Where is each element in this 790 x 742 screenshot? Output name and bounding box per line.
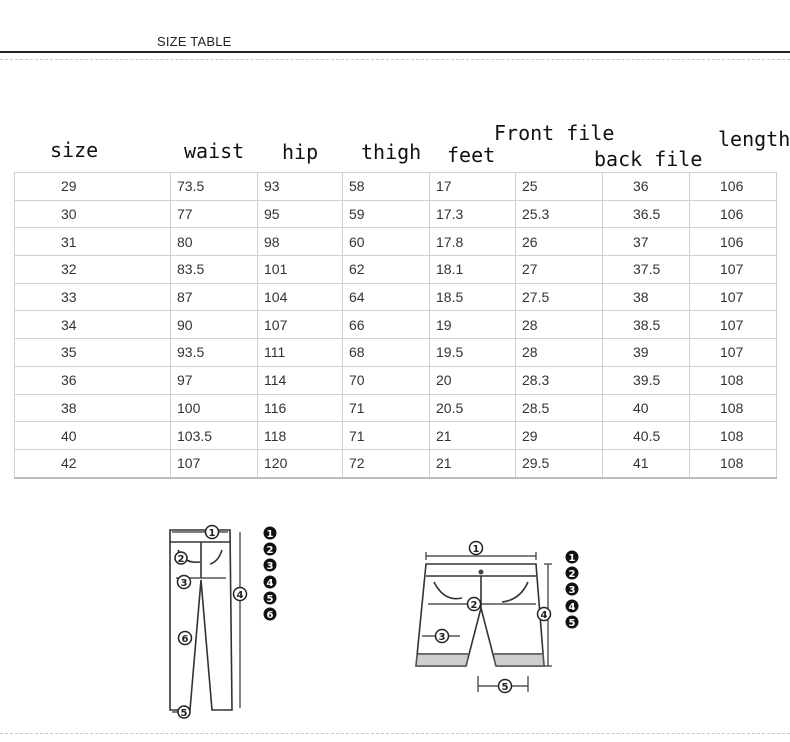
pants-marker-4: 4 <box>236 590 244 601</box>
header-rule <box>0 51 790 53</box>
table-cell: 62 <box>343 256 430 284</box>
table-cell: 29.5 <box>516 449 603 477</box>
pants-legend-1: 1 <box>266 529 274 540</box>
table-cell: 73.5 <box>171 173 258 201</box>
table-cell: 30 <box>15 200 171 228</box>
table-cell: 106 <box>690 228 777 256</box>
shorts-marker-5: 5 <box>501 682 509 693</box>
table-cell: 21 <box>430 422 516 450</box>
header-waist: waist <box>184 139 245 163</box>
dashed-divider-top <box>0 59 790 60</box>
shorts-legend-5: 5 <box>568 618 576 629</box>
table-cell: 25 <box>516 173 603 201</box>
header-thigh: thigh <box>361 140 422 164</box>
table-cell: 20.5 <box>430 394 516 422</box>
table-cell: 17 <box>430 173 516 201</box>
table-cell: 33 <box>15 283 171 311</box>
table-cell: 20 <box>430 366 516 394</box>
table-cell: 111 <box>258 339 343 367</box>
table-cell: 39 <box>603 339 690 367</box>
table-cell: 38 <box>15 394 171 422</box>
table-cell: 97 <box>171 366 258 394</box>
table-cell: 100 <box>171 394 258 422</box>
shorts-marker-1: 1 <box>472 544 480 555</box>
table-cell: 18.5 <box>430 283 516 311</box>
shorts-legend-4: 4 <box>568 602 576 613</box>
table-cell: 28 <box>516 339 603 367</box>
table-cell: 108 <box>690 394 777 422</box>
table-cell: 25.3 <box>516 200 603 228</box>
shorts-legend <box>564 550 580 634</box>
table-cell: 38 <box>603 283 690 311</box>
table-row <box>15 311 777 339</box>
table-cell: 28.3 <box>516 366 603 394</box>
table-cell: 37.5 <box>603 256 690 284</box>
shorts-legend-1: 1 <box>568 553 576 564</box>
table-cell: 19 <box>430 311 516 339</box>
table-cell: 26 <box>516 228 603 256</box>
table-cell: 32 <box>15 256 171 284</box>
pants-legend-6: 6 <box>266 610 274 621</box>
table-cell: 38.5 <box>603 311 690 339</box>
table-cell: 64 <box>343 283 430 311</box>
table-cell: 71 <box>343 422 430 450</box>
table-cell: 107 <box>690 311 777 339</box>
table-cell: 108 <box>690 449 777 477</box>
pants-diagram <box>160 520 260 725</box>
table-cell: 87 <box>171 283 258 311</box>
table-cell: 58 <box>343 173 430 201</box>
table-row <box>15 283 777 311</box>
pants-marker-6: 6 <box>181 634 189 645</box>
table-cell: 17.3 <box>430 200 516 228</box>
header-back-file: back file <box>594 147 703 171</box>
table-cell: 18.1 <box>430 256 516 284</box>
table-cell: 29 <box>516 422 603 450</box>
pants-legend <box>262 526 278 626</box>
table-cell: 72 <box>343 449 430 477</box>
header-length: length <box>718 127 790 151</box>
table-cell: 27 <box>516 256 603 284</box>
pants-legend-4: 4 <box>266 578 274 589</box>
table-row <box>15 228 777 256</box>
table-cell: 98 <box>258 228 343 256</box>
table-cell: 42 <box>15 449 171 477</box>
dashed-divider-bottom <box>0 733 790 734</box>
table-cell: 59 <box>343 200 430 228</box>
table-row <box>15 422 777 450</box>
table-cell: 118 <box>258 422 343 450</box>
table-cell: 108 <box>690 366 777 394</box>
pants-legend-5: 5 <box>266 594 274 605</box>
pants-marker-5: 5 <box>180 708 188 719</box>
table-cell: 39.5 <box>603 366 690 394</box>
table-cell: 107 <box>690 283 777 311</box>
table-cell: 107 <box>690 339 777 367</box>
header-size: size <box>50 138 99 162</box>
table-cell: 95 <box>258 200 343 228</box>
table-cell: 106 <box>690 200 777 228</box>
shorts-marker-4: 4 <box>540 610 548 621</box>
table-row <box>15 394 777 422</box>
table-cell: 83.5 <box>171 256 258 284</box>
table-row <box>15 366 777 394</box>
header-hip: hip <box>282 140 319 164</box>
table-cell: 41 <box>603 449 690 477</box>
table-cell: 19.5 <box>430 339 516 367</box>
pants-marker-3: 3 <box>180 578 188 589</box>
table-cell: 68 <box>343 339 430 367</box>
table-cell: 70 <box>343 366 430 394</box>
table-cell: 35 <box>15 339 171 367</box>
table-cell: 21 <box>430 449 516 477</box>
table-cell: 80 <box>171 228 258 256</box>
table-cell: 107 <box>258 311 343 339</box>
table-cell: 29 <box>15 173 171 201</box>
table-cell: 106 <box>690 173 777 201</box>
shorts-outline <box>416 564 544 666</box>
table-cell: 93.5 <box>171 339 258 367</box>
shorts-diagram <box>408 536 558 696</box>
pants-marker-2: 2 <box>177 554 185 565</box>
table-cell: 77 <box>171 200 258 228</box>
header-front-file: Front file <box>494 121 615 145</box>
shorts-marker-2: 2 <box>470 600 478 611</box>
table-cell: 104 <box>258 283 343 311</box>
table-cell: 107 <box>690 256 777 284</box>
table-cell: 103.5 <box>171 422 258 450</box>
table-cell: 107 <box>171 449 258 477</box>
table-cell: 40.5 <box>603 422 690 450</box>
table-row <box>15 256 777 284</box>
table-cell: 36.5 <box>603 200 690 228</box>
table-row <box>15 173 777 201</box>
table-cell: 116 <box>258 394 343 422</box>
table-cell: 37 <box>603 228 690 256</box>
table-cell: 90 <box>171 311 258 339</box>
table-cell: 60 <box>343 228 430 256</box>
shorts-legend-2: 2 <box>568 569 576 580</box>
table-cell: 66 <box>343 311 430 339</box>
table-cell: 17.8 <box>430 228 516 256</box>
table-cell: 108 <box>690 422 777 450</box>
table-cell: 120 <box>258 449 343 477</box>
table-cell: 40 <box>15 422 171 450</box>
table-row <box>15 200 777 228</box>
size-table-title: SIZE TABLE <box>157 34 232 49</box>
table-cell: 27.5 <box>516 283 603 311</box>
table-row <box>15 449 777 477</box>
pants-marker-1: 1 <box>208 528 216 539</box>
table-row <box>15 339 777 367</box>
table-cell: 28 <box>516 311 603 339</box>
table-cell: 93 <box>258 173 343 201</box>
table-cell: 31 <box>15 228 171 256</box>
table-cell: 36 <box>603 173 690 201</box>
table-cell: 114 <box>258 366 343 394</box>
pants-legend-2: 2 <box>266 545 274 556</box>
table-cell: 40 <box>603 394 690 422</box>
size-table <box>14 172 777 479</box>
table-cell: 34 <box>15 311 171 339</box>
table-cell: 101 <box>258 256 343 284</box>
pants-legend-3: 3 <box>266 561 274 572</box>
table-cell: 36 <box>15 366 171 394</box>
shorts-marker-3: 3 <box>438 632 446 643</box>
table-cell: 28.5 <box>516 394 603 422</box>
shorts-legend-3: 3 <box>568 585 576 596</box>
header-feet: feet <box>447 143 496 167</box>
table-cell: 71 <box>343 394 430 422</box>
